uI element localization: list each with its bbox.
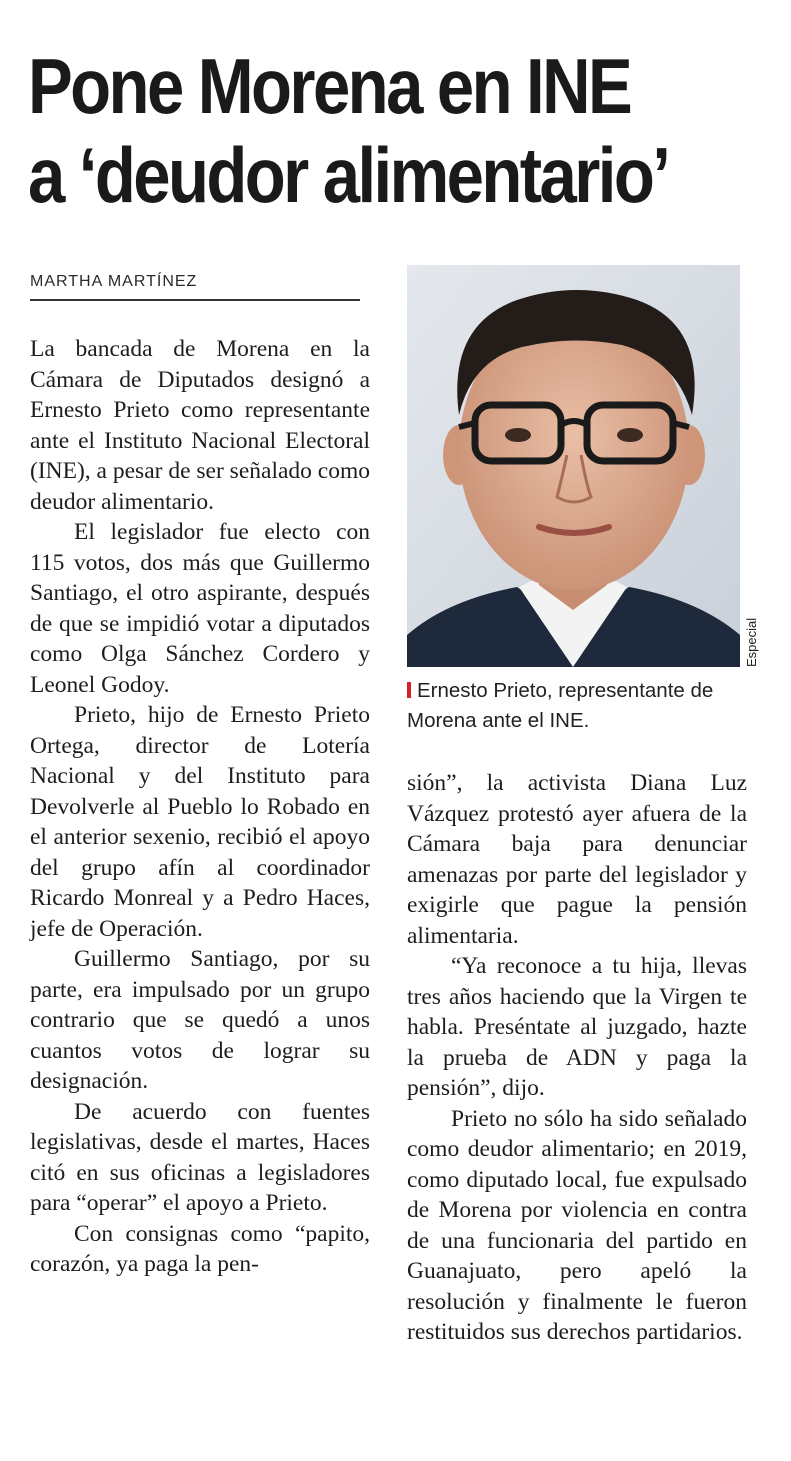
caption-marker: [407, 682, 411, 698]
paragraph: El legislador fue electo con 115 votos, dos más que Guillermo Santiago, el otro aspirante, después de que se impidió votar a diputados como Olga Sánchez Cordero y Leonel Godoy.: [30, 519, 370, 698]
portrait-illustration: [407, 265, 740, 667]
paragraph: Prieto no sólo ha sido señalado como deudor alimentario; en 2019, como diputado local, fue expulsado de Morena por violencia en contra de una funcionaria del partido en Guanajuato, pero apeló la resolución y finalmente le fueron restituidos sus derechos partidarios.: [407, 1105, 747, 1345]
byline: MARTHA MARTÍNEZ: [30, 273, 360, 301]
headline-line-2: a ‘deudor alimentario’: [28, 131, 669, 219]
photo-caption-text: Ernesto Prieto, representante de Morena ante el INE.: [407, 679, 714, 732]
headline: [28, 42, 673, 220]
photo-credit: Especial: [744, 617, 759, 667]
portrait-photo: [407, 265, 740, 667]
article-column-2: [407, 768, 747, 1348]
paragraph: De acuerdo con fuentes legislativas, desde el martes, Haces citó en sus oficinas a legisladores para “operar” el apoyo a Prieto.: [30, 1098, 370, 1216]
photo-caption: [407, 676, 767, 736]
paragraph: “Ya reconoce a tu hija, llevas tres años haciendo que la Virgen te habla. Preséntate al juzgado, hazte la prueba de ADN y paga la pensión”, dijo.: [407, 953, 747, 1101]
paragraph: sión”, la activista Diana Luz Vázquez protestó ayer afuera de la Cámara baja para denunciar amenazas por parte del legislador y exigirle que pague la pensión alimentaria.: [407, 770, 747, 949]
headline-line-1: Pone Morena en INE: [28, 42, 631, 130]
paragraph: Con consignas como “papito, corazón, ya paga la pen-: [30, 1220, 370, 1277]
paragraph: Guillermo Santiago, por su parte, era impulsado por un grupo contrario que se quedó a unos cuantos votos de lograr su designación.: [30, 946, 370, 1094]
paragraph: Prieto, hijo de Ernesto Prieto Ortega, director de Lotería Nacional y del Instituto para Devolverle al Pueblo lo Robado en el anterior sexenio, recibió el apoyo del grupo afín al coordinador Ricardo Monreal y a Pedro Haces, jefe de Operación.: [30, 702, 370, 942]
paragraph: La bancada de Morena en la Cámara de Diputados designó a Ernesto Prieto como representante ante el Instituto Nacional Electoral (INE), a pesar de ser señalado como deudor alimentario.: [30, 336, 370, 515]
article-column-1: [30, 334, 370, 1280]
